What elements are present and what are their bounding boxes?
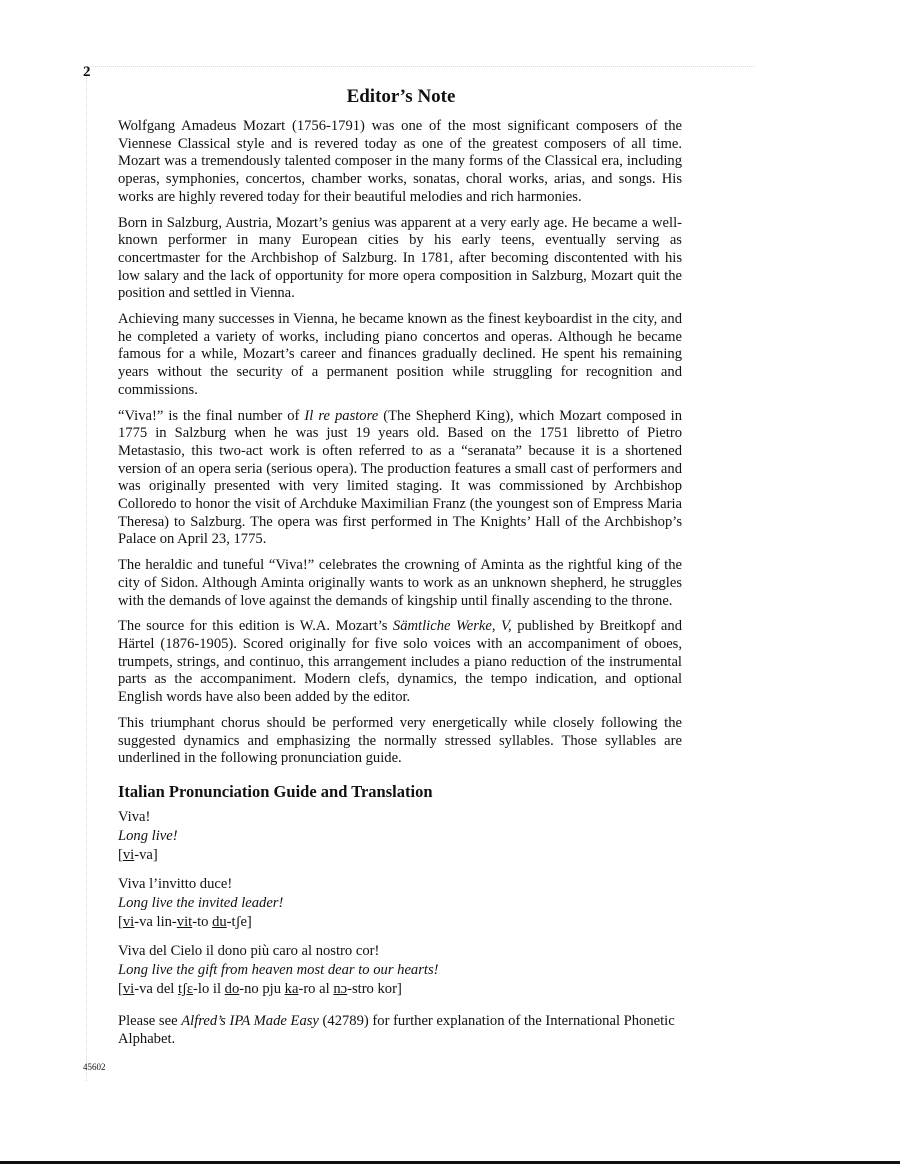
ipa-segment: -no pju bbox=[239, 980, 285, 997]
opera-title: Il re pastore bbox=[304, 407, 379, 424]
document-body bbox=[118, 86, 682, 1063]
italian-text: Viva! bbox=[118, 808, 151, 825]
ipa-transcription bbox=[118, 846, 682, 865]
italian-text: Viva l’invitto duce! bbox=[118, 875, 233, 892]
paragraph-source bbox=[118, 618, 682, 707]
ipa-segment: -va] bbox=[134, 846, 158, 863]
pronunciation-guide-heading: Italian Pronunciation Guide and Translation bbox=[118, 781, 433, 801]
ipa-segment: -va del bbox=[134, 980, 178, 997]
ipa-segment: -tʃe] bbox=[226, 913, 252, 930]
paragraph-early-life: Born in Salzburg, Austria, Mozart’s genius was apparent at a very early age. He became a well-known performer in many European cities by his early teens, eventually serving as concertmaster for the Archbishop of Salzburg. In 1781, after becoming discontented with his low salary and the lack of opportunity for more opera composition in Salzburg, Mozart quit the position and settled in Vienna. bbox=[118, 214, 682, 302]
page-frame-left-rule bbox=[86, 66, 87, 1081]
closing-text: (42789) for further explanation of the International Phonetic Alphabet. bbox=[118, 1012, 675, 1047]
english-translation: Long live the invited leader! bbox=[118, 894, 284, 911]
stressed-syllable: tʃɛ bbox=[178, 980, 194, 997]
stressed-syllable: vi bbox=[122, 913, 135, 930]
paragraph-text: (The Shepherd King), which Mozart composed in 1775 in Salzburg when he was just 19 years old. Based on the 1751 libretto of Pietro Metastasio, this two-act work is often referred to as a “seranata” because it is a shortened version of an opera seria (serious opera). The production features a small cast of performers and was originally presented with very limited staging. It was commissioned by Archbishop Colloredo to honor the visit of Archduke Maximilian Franz (the youngest son of Empress Maria Theresa) to Salzburg. The opera was first performed in The Knights’ Hall of the Archbishop’s Palace on April 23, 1775. bbox=[118, 407, 682, 548]
ipa-segment: [ bbox=[118, 980, 123, 997]
english-translation: Long live! bbox=[118, 827, 178, 844]
ipa-segment: -to bbox=[192, 913, 213, 930]
paragraph-plot: The heraldic and tuneful “Viva!” celebrates the crowning of Aminta as the rightful king of the city of Sidon. Although Aminta originally wants to work as an unknown shepherd, he struggles with the demands of love against the demands of kingship until finally ascending to the throne. bbox=[118, 557, 682, 609]
pronunciation-entry-2 bbox=[118, 875, 682, 932]
page-number: 2 bbox=[83, 64, 91, 80]
ipa-segment: -ro al bbox=[298, 980, 334, 997]
paragraph-opera-history bbox=[118, 408, 682, 550]
paragraph-text: “Viva!” is the final number of bbox=[118, 407, 305, 424]
stressed-syllable: nɔ bbox=[333, 980, 348, 997]
stressed-syllable: du bbox=[212, 913, 227, 930]
ipa-segment: -stro kor] bbox=[347, 980, 402, 997]
source-title: Sämtliche Werke, V, bbox=[392, 618, 512, 635]
paragraph-performance: This triumphant chorus should be performed very energetically while closely following the suggested dynamics and emphasizing the normally stressed syllables. Those syllables are underlined in the following pronunciation guide. bbox=[118, 714, 682, 767]
pronunciation-entry-3 bbox=[118, 942, 682, 999]
ipa-segment: [ bbox=[118, 846, 123, 863]
reference-book-title: Alfred’s IPA Made Easy bbox=[181, 1012, 319, 1029]
pronunciation-entry-1 bbox=[118, 808, 682, 865]
ipa-segment: -lo il bbox=[193, 980, 225, 997]
italian-text: Viva del Cielo il dono più caro al nostro cor! bbox=[118, 942, 380, 959]
ipa-transcription bbox=[118, 913, 682, 932]
paragraph-intro: Wolfgang Amadeus Mozart (1756-1791) was one of the most significant composers of the Viennese Classical style and is revered today as one of the greatest composers of all time. Mozart was a tremendously talented composer in the many forms of the Classical era, including operas, symphonies, concertos, chamber works, sonatas, choral works, arias, and songs. His works are highly revered today for their beautiful melodies and rich harmonies. bbox=[118, 118, 682, 205]
stressed-syllable: do bbox=[224, 980, 240, 997]
stressed-syllable: ka bbox=[284, 980, 299, 997]
stressed-syllable: vi bbox=[122, 980, 135, 997]
page-title: Editor’s Note bbox=[346, 86, 456, 107]
catalog-number: 45602 bbox=[83, 1062, 106, 1072]
ipa-transcription bbox=[118, 980, 682, 999]
closing-text: Please see bbox=[118, 1012, 182, 1029]
paragraph-text: The source for this edition is W.A. Mozart’s bbox=[118, 618, 393, 635]
paragraph-text: published by Breitkopf and Härtel (1876-1905). Scored originally for five solo voices with an accompaniment of oboes, trumpets, strings, and continuo, this arrangement includes a piano reduction of the instrumental parts as the accompaniment. Modern clefs, dynamics, the tempo indication, and optional English words have also been added by the editor. bbox=[118, 618, 682, 706]
ipa-segment: -va lin- bbox=[134, 913, 177, 930]
stressed-syllable: vit bbox=[176, 913, 193, 930]
page-frame-top-rule bbox=[86, 66, 754, 67]
stressed-syllable: vi bbox=[122, 846, 135, 863]
closing-note bbox=[118, 1013, 682, 1048]
paragraph-vienna: Achieving many successes in Vienna, he became known as the finest keyboardist in the city, and he completed a variety of works, including piano concertos and operas. Although he became famous for a while, Mozart’s career and finances gradually declined. He spent his remaining years without the security of a permanent position while struggling for recognition and commissions. bbox=[118, 311, 682, 398]
english-translation: Long live the gift from heaven most dear to our hearts! bbox=[118, 961, 439, 978]
ipa-segment: [ bbox=[118, 913, 123, 930]
